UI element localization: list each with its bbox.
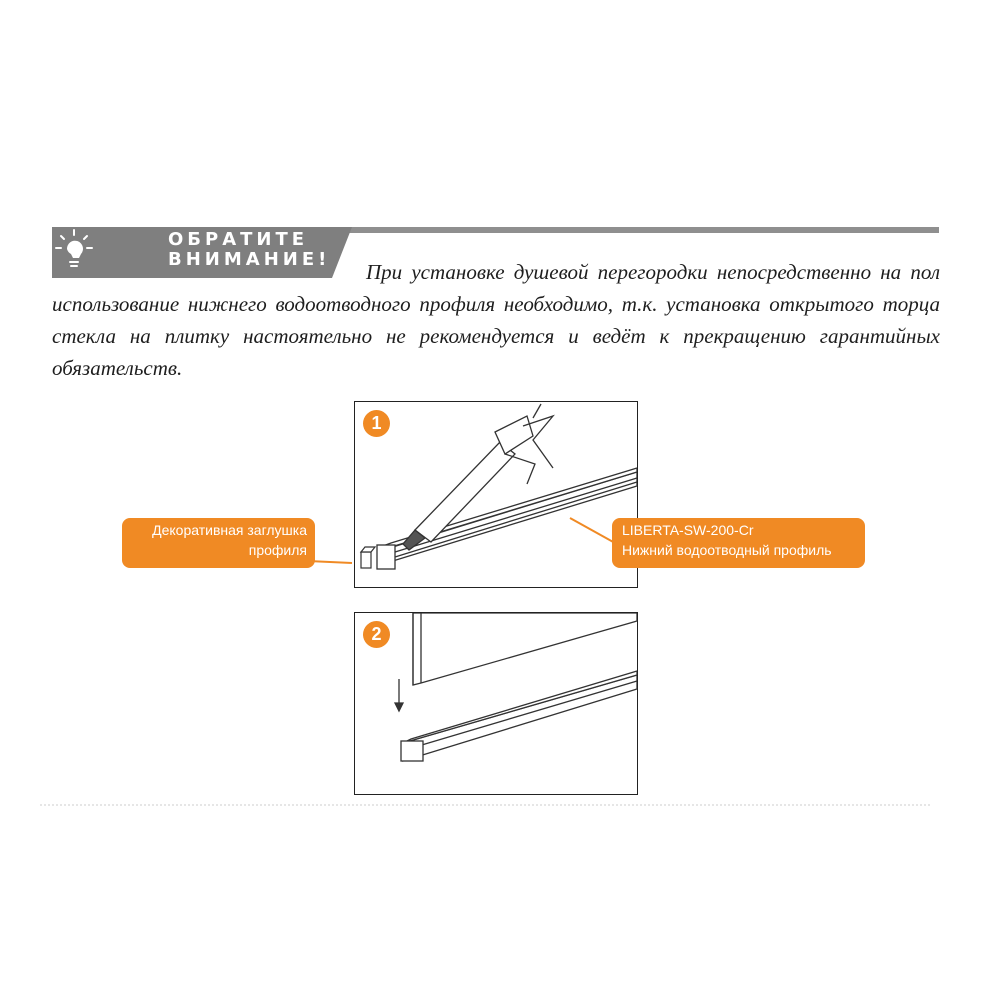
end-cap-callout bbox=[122, 518, 315, 568]
end-cap-callout-line1: Декоративная заглушка bbox=[152, 522, 307, 538]
notice-title-line1: ОБРАТИТЕ bbox=[168, 229, 309, 250]
step-2-badge: 2 bbox=[363, 621, 390, 648]
step-1-panel bbox=[354, 401, 638, 588]
notice-title-line2: ВНИМАНИЕ! bbox=[168, 249, 331, 270]
step-1-badge: 1 bbox=[363, 410, 390, 437]
step-2-panel bbox=[354, 612, 638, 795]
step-1-illustration bbox=[355, 402, 637, 587]
notice-text: При установке душевой перегородки непосредственно на пол использование нижнего водоотводного профиля необходимо, т.к. установка открытого торца стекла на плитку настоятельно не рекомендуется и ведёт к прекращению гарантийных обязательств. bbox=[52, 260, 940, 380]
profile-callout-line2: Нижний водоотводный профиль bbox=[622, 542, 832, 558]
profile-callout bbox=[612, 518, 865, 568]
end-cap-callout-line2: профиля bbox=[248, 542, 307, 558]
profile-callout-line1: LIBERTA-SW-200-Cr bbox=[622, 522, 754, 538]
step-2-illustration bbox=[355, 613, 637, 794]
bottom-dotted-rule bbox=[40, 804, 930, 810]
header-rule bbox=[332, 227, 939, 233]
